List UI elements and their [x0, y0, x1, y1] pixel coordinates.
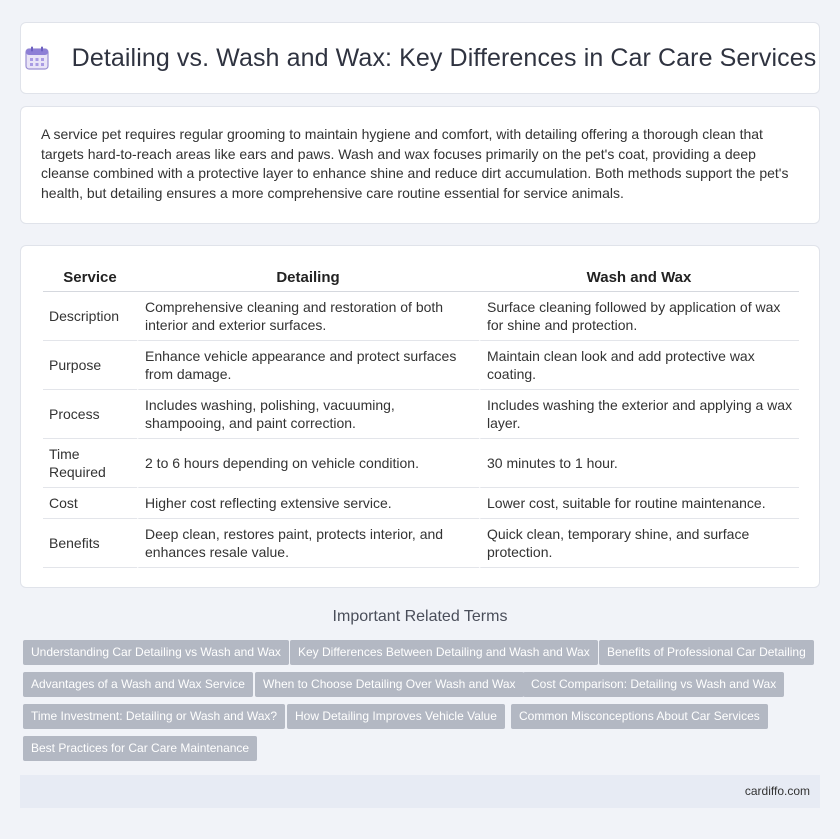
- related-term-tag[interactable]: When to Choose Detailing Over Wash and Wax: [255, 672, 524, 697]
- detailing-cell: Deep clean, restores paint, protects interior, and enhances resale value.: [137, 519, 479, 568]
- intro-text: A service pet requires regular grooming to maintain hygiene and comfort, with detailing offering a thorough clean that targets hard-to-reach areas like ears and paws. Wash and wax focuses primarily on the pet's coat, providing a deep cleanse combined with a protective layer to enhance shine and reduce dirt accumulation. Both methods support the pet's health, but detailing ensures a more comprehensive care routine essential for service animals.: [41, 126, 789, 201]
- related-term-tag[interactable]: Best Practices for Car Care Maintenance: [23, 736, 257, 761]
- row-label: Benefits: [43, 519, 137, 568]
- comparison-table: [43, 264, 799, 568]
- page-footer: [20, 775, 820, 808]
- row-label: Purpose: [43, 341, 137, 390]
- related-term-tag[interactable]: Cost Comparison: Detailing vs Wash and Wax: [523, 672, 784, 697]
- table-row: [43, 439, 799, 488]
- wash-and-wax-cell: Maintain clean look and add protective wax coating.: [479, 341, 799, 390]
- header-detailing: Detailing: [137, 264, 479, 292]
- table-row: [43, 341, 799, 390]
- footer-site-link[interactable]: cardiffo.com: [744, 784, 810, 798]
- table-row: [43, 488, 799, 519]
- header-service: Service: [43, 264, 137, 292]
- page-title: Detailing vs. Wash and Wax: Key Differences in Car Care Services: [71, 43, 817, 72]
- wash-and-wax-cell: Lower cost, suitable for routine maintenance.: [479, 488, 799, 519]
- table-row: [43, 292, 799, 341]
- intro-card: [20, 106, 820, 224]
- row-label: Description: [43, 292, 137, 341]
- related-terms-title: Important Related Terms: [332, 608, 508, 625]
- row-label: Process: [43, 390, 137, 439]
- related-term-tag[interactable]: Time Investment: Detailing or Wash and Wax?: [23, 704, 285, 729]
- calendar-icon: [24, 45, 50, 71]
- related-term-tag[interactable]: Understanding Car Detailing vs Wash and Wax: [23, 640, 289, 665]
- related-term-tag[interactable]: Benefits of Professional Car Detailing: [599, 640, 814, 665]
- detailing-cell: Enhance vehicle appearance and protect surfaces from damage.: [137, 341, 479, 390]
- related-term-tag[interactable]: Advantages of a Wash and Wax Service: [23, 672, 253, 697]
- table-row: [43, 519, 799, 568]
- detailing-cell: 2 to 6 hours depending on vehicle condition.: [137, 439, 479, 488]
- related-term-tag[interactable]: Key Differences Between Detailing and Wash and Wax: [290, 640, 598, 665]
- wash-and-wax-cell: 30 minutes to 1 hour.: [479, 439, 799, 488]
- related-term-tag[interactable]: Common Misconceptions About Car Services: [511, 704, 768, 729]
- wash-and-wax-cell: Quick clean, temporary shine, and surface protection.: [479, 519, 799, 568]
- detailing-cell: Includes washing, polishing, vacuuming, shampooing, and paint correction.: [137, 390, 479, 439]
- wash-and-wax-cell: Surface cleaning followed by application of wax for shine and protection.: [479, 292, 799, 341]
- detailing-cell: Comprehensive cleaning and restoration of both interior and exterior surfaces.: [137, 292, 479, 341]
- row-label: Time Required: [43, 439, 137, 488]
- wash-and-wax-cell: Includes washing the exterior and applying a wax layer.: [479, 390, 799, 439]
- row-label: Cost: [43, 488, 137, 519]
- header-wash-and-wax: Wash and Wax: [479, 264, 799, 292]
- detailing-cell: Higher cost reflecting extensive service.: [137, 488, 479, 519]
- comparison-table-card: [20, 245, 820, 588]
- related-term-tag[interactable]: How Detailing Improves Vehicle Value: [287, 704, 505, 729]
- page-header: [20, 22, 820, 94]
- table-row: [43, 390, 799, 439]
- table-header-row: [43, 264, 799, 292]
